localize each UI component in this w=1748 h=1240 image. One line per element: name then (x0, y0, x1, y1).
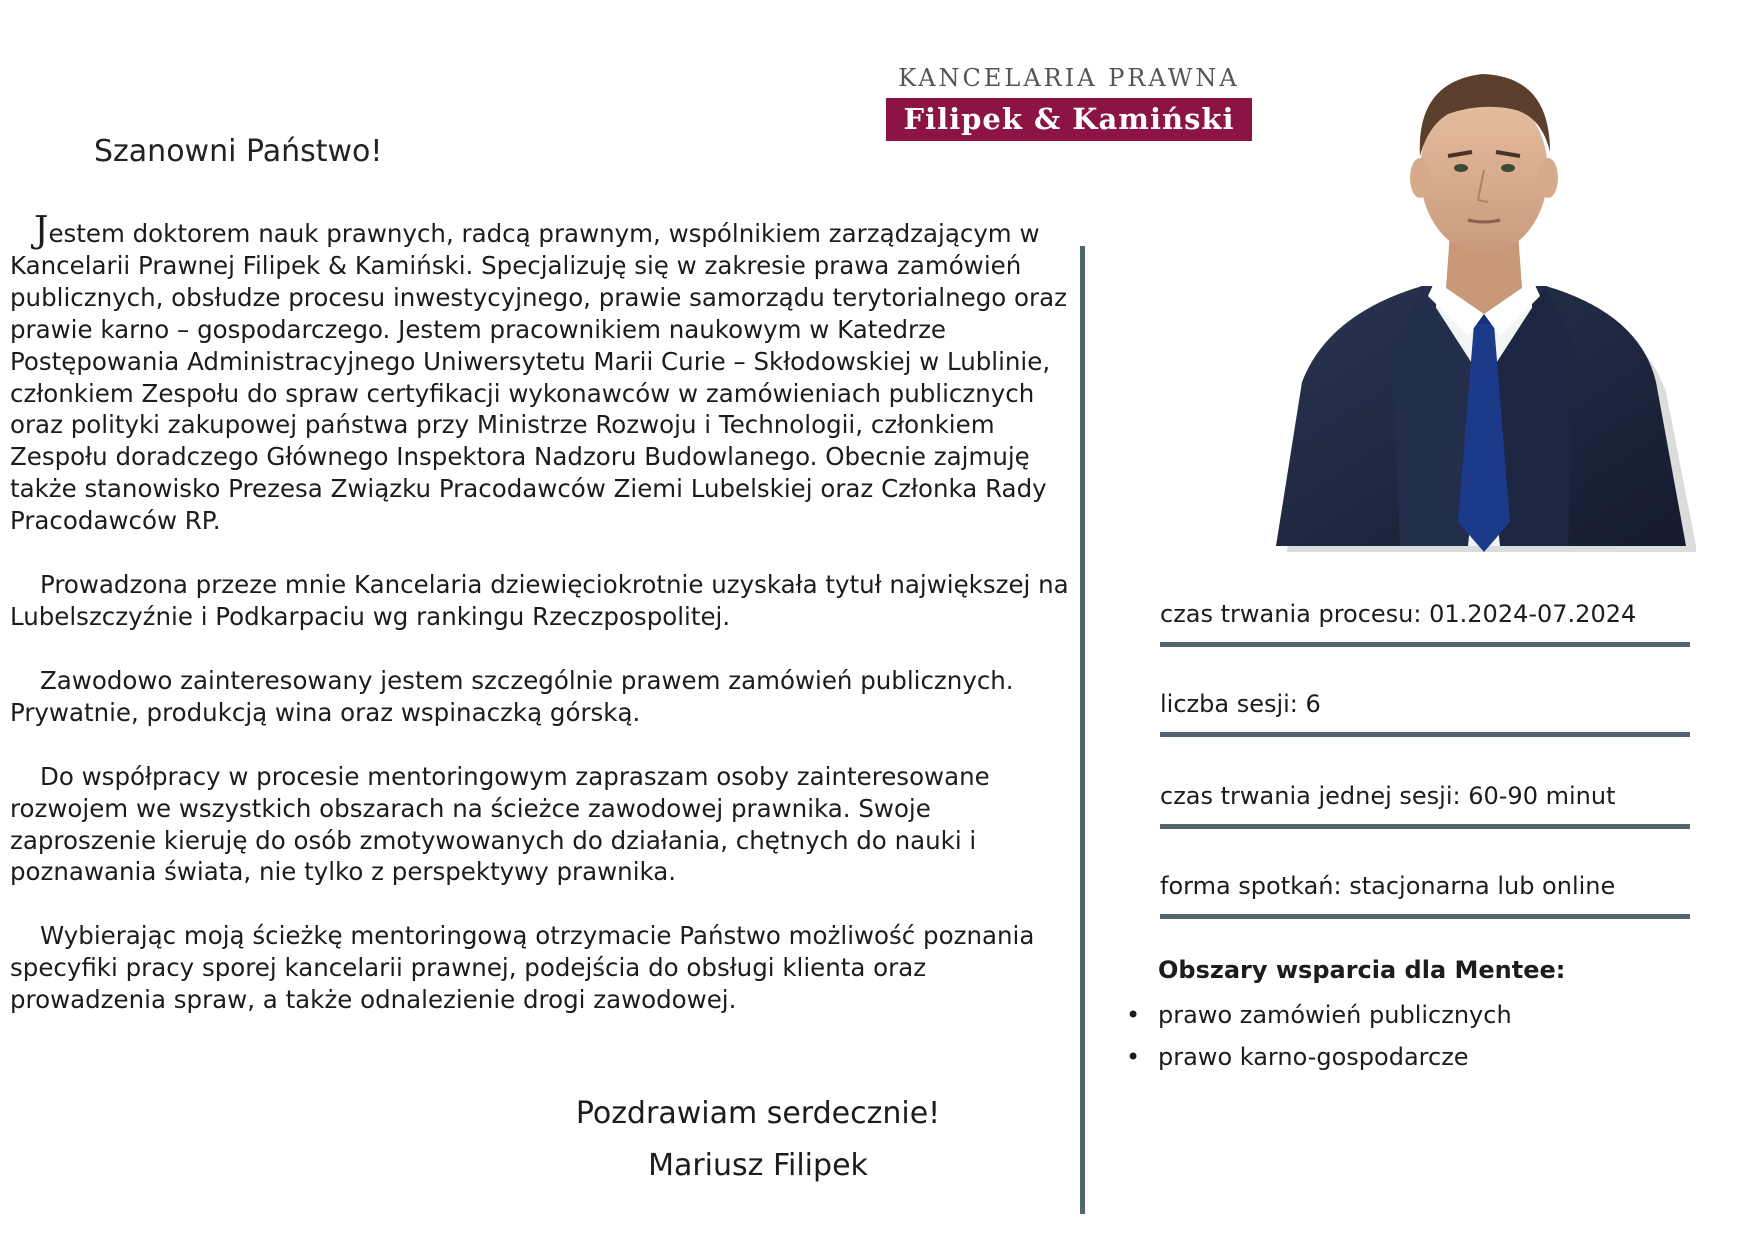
support-title: Obszary wsparcia dla Mentee: (1158, 956, 1566, 984)
vertical-divider (1080, 246, 1085, 1214)
letter-paragraph: Do współpracy w procesie mentoringowym zapraszam osoby zainteresowane rozwojem we wszystkich obszarach na ścieżce zawodowej prawnika. Swoje zaproszenie kieruję do osób zmotywowanych do działania, chętnych do nauki i poznawania świata, nie tylko z perspektywy prawnika. (10, 761, 990, 887)
info-session-duration (1160, 782, 1690, 829)
signature: Mariusz Filipek (648, 1148, 868, 1183)
firm-logo (886, 64, 1252, 141)
drop-cap: J (34, 210, 49, 251)
letter-paragraph: Wybierając moją ścieżkę mentoringową otrzymacie Państwo możliwość poznania specyfiki pracy sporej kancelarii prawnej, podejścia do obsługi klienta oraz prowadzenia spraw, a także odnalezienie drogi zawodowej. (10, 921, 1035, 1015)
list-item-label: prawo karno-gospodarcze (1158, 1043, 1469, 1071)
logo-top-text: KANCELARIA PRAWNA (898, 64, 1240, 92)
info-underline (1160, 732, 1690, 737)
list-item (1126, 1036, 1718, 1078)
letter-paragraph: Zawodowo zainteresowany jestem szczególnie prawem zamówień publicznych. Prywatnie, produkcją wina oraz wspinaczką górską. (10, 665, 1014, 727)
info-meeting-format (1160, 872, 1690, 919)
bullet-icon: • (1126, 1001, 1141, 1029)
greeting: Szanowni Państwo! (94, 134, 383, 169)
info-process-duration (1160, 600, 1690, 647)
list-item-label: prawo zamówień publicznych (1158, 1001, 1512, 1029)
info-underline (1160, 824, 1690, 829)
info-session-count (1160, 690, 1690, 737)
info-text: forma spotkań: stacjonarna lub online (1160, 872, 1616, 900)
list-item (1126, 994, 1718, 1036)
closing-salutation: Pozdrawiam serdecznie! (575, 1096, 941, 1131)
support-areas (1126, 956, 1718, 1078)
info-underline (1160, 914, 1690, 919)
support-list (1126, 994, 1718, 1078)
info-underline (1160, 642, 1690, 647)
letter-paragraph (10, 210, 1070, 537)
paragraph-text: estem doktorem nauk prawnych, radcą prawnym, wspólnikiem zarządzającym w Kancelarii Prawnej Filipek & Kamiński. Specjalizuję się w zakresie prawa zamówień publicznych, obsłudze procesu inwestycyjnego, prawie samorządu terytorialnego oraz prawie karno – gospodarczego. Jestem pracownikiem naukowym w Katedrze Postępowania Administracyjnego Uniwersytetu Marii Curie – Skłodowskiej w Lublinie, członkiem Zespołu do spraw certyfikacji wykonawców w zamówieniach publicznych oraz polityki zakupowej państwa przy Ministrze Rozwoju i Technologii, członkiem Zespołu doradczego Głównego Inspektora Nadzoru Budowlanego. Obecnie zajmuję także stanowisko Prezesa Związku Pracodawców Ziemi Lubelskiej oraz Członka Rady Pracodawców RP. (10, 219, 1067, 536)
info-text: liczba sesji: 6 (1160, 690, 1321, 718)
mentor-portrait (1272, 52, 1696, 552)
logo-brand-text: Filipek & Kamiński (886, 98, 1252, 141)
letter-body (10, 210, 1070, 1048)
info-text: czas trwania jednej sesji: 60-90 minut (1160, 782, 1616, 810)
bullet-icon: • (1126, 1043, 1141, 1071)
info-text: czas trwania procesu: 01.2024-07.2024 (1160, 600, 1637, 628)
letter-paragraph: Prowadzona przeze mnie Kancelaria dziewięciokrotnie uzyskała tytuł największej na Lubelszczyźnie i Podkarpaciu wg rankingu Rzeczpospolitej. (10, 570, 1069, 631)
